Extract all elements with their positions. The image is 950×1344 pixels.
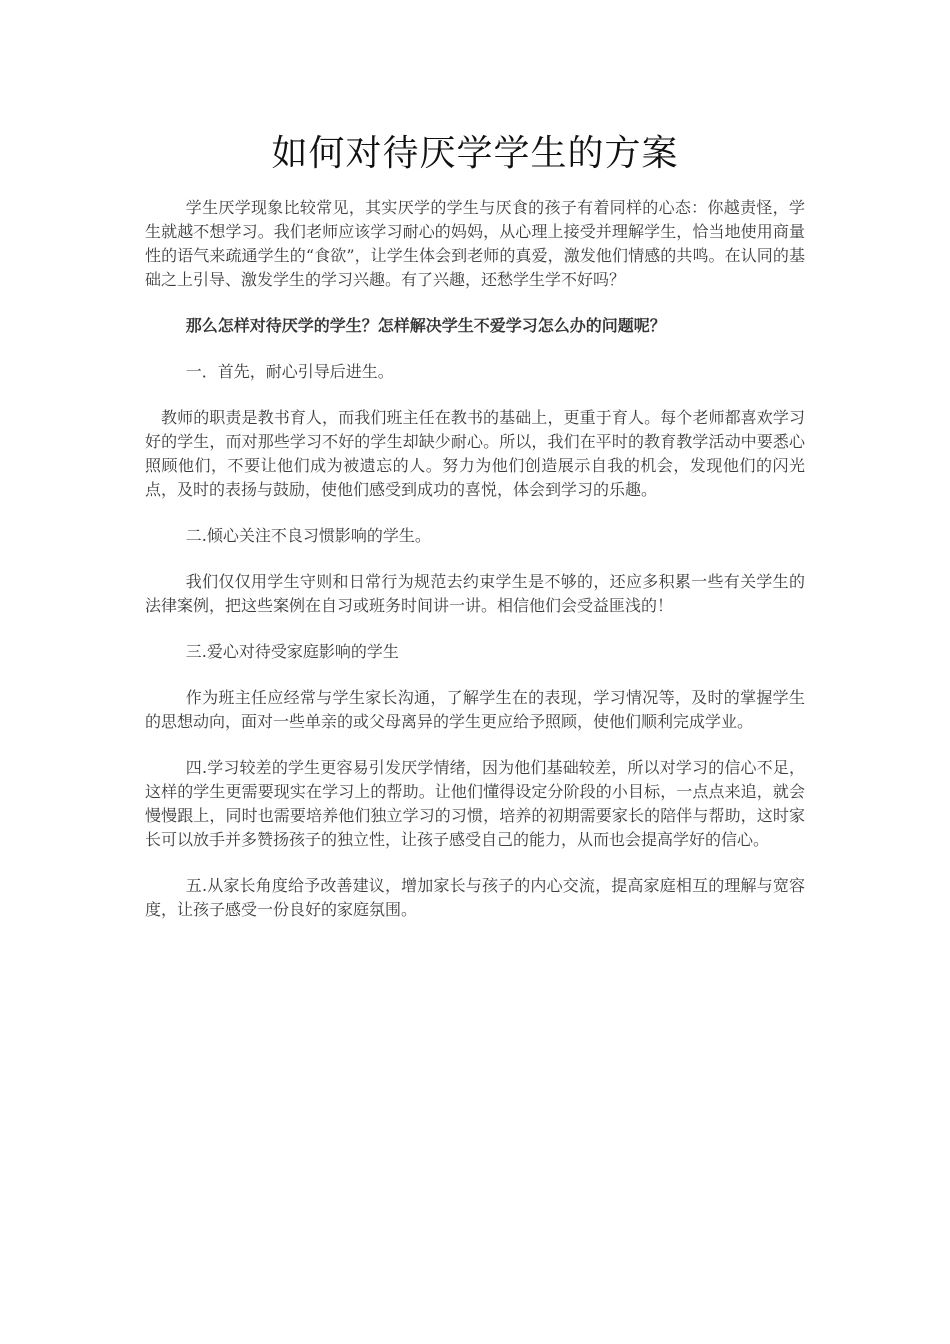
section-5-paragraph: 五.从家长角度给予改善建议，增加家长与孩子的内心交流，提高家庭相互的理解与宽容度，让孩子感受一份良好的家庭氛围。 [145,876,805,919]
section-1-heading: 一．首先，耐心引导后进生。 [185,362,394,381]
intro-paragraph: 学生厌学现象比较常见，其实厌学的学生与厌食的孩子有着同样的心态：你越责怪，学生就越不想学习。我们老师应该学习耐心的妈妈，从心理上接受并理解学生，恰当地使用商量性的语气来疏通学生的“食欲”，让学生体会到老师的真爱，激发他们情感的共鸣。在认同的基础之上引导、激发学生的学习兴趣。有了兴趣，还愁学生学不好吗？ [145,198,805,289]
section-2-heading: 二.倾心关注不良习惯影响的学生。 [185,526,431,545]
section-3-heading: 三.爱心对待受家庭影响的学生 [185,642,399,661]
section-4-paragraph: 四.学习较差的学生更容易引发厌学情绪，因为他们基础较差，所以对学习的信心不足，这样的学生更需要现实在学习上的帮助。让他们懂得设定分阶段的小目标，一点点来追，就会慢慢跟上，同时也需要培养他们独立学习的习惯，培养的初期需要家长的陪伴与帮助，这时家长可以放手并多赞扬孩子的独立性，让孩子感受自己的能力，从而也会提高学好的信心。 [145,758,805,849]
question-heading: 那么怎样对待厌学的学生？怎样解决学生不爱学习怎么办的问题呢？ [185,316,666,335]
section-3-paragraph: 作为班主任应经常与学生家长沟通，了解学生在的表现，学习情况等，及时的掌握学生的思想动向，面对一些单亲的或父母离异的学生更应给予照顾，使他们顺利完成学业。 [145,688,805,731]
document-body [145,196,805,944]
section-2-paragraph: 我们仅仅用学生守则和日常行为规范去约束学生是不够的，还应多积累一些有关学生的法律案例，把这些案例在自习或班务时间讲一讲。相信他们会受益匪浅的！ [145,572,805,615]
document-title: 如何对待厌学学生的方案 [271,133,679,174]
section-1-paragraph: 教师的职责是教书育人，而我们班主任在教书的基础上，更重于育人。每个老师都喜欢学习好的学生，而对那些学习不好的学生却缺少耐心。所以，我们在平时的教育教学活动中要悉心照顾他们，不要让他们成为被遗忘的人。努力为他们创造展示自我的机会，发现他们的闪光点，及时的表扬与鼓励，使他们感受到成功的喜悦，体会到学习的乐趣。 [145,408,805,499]
